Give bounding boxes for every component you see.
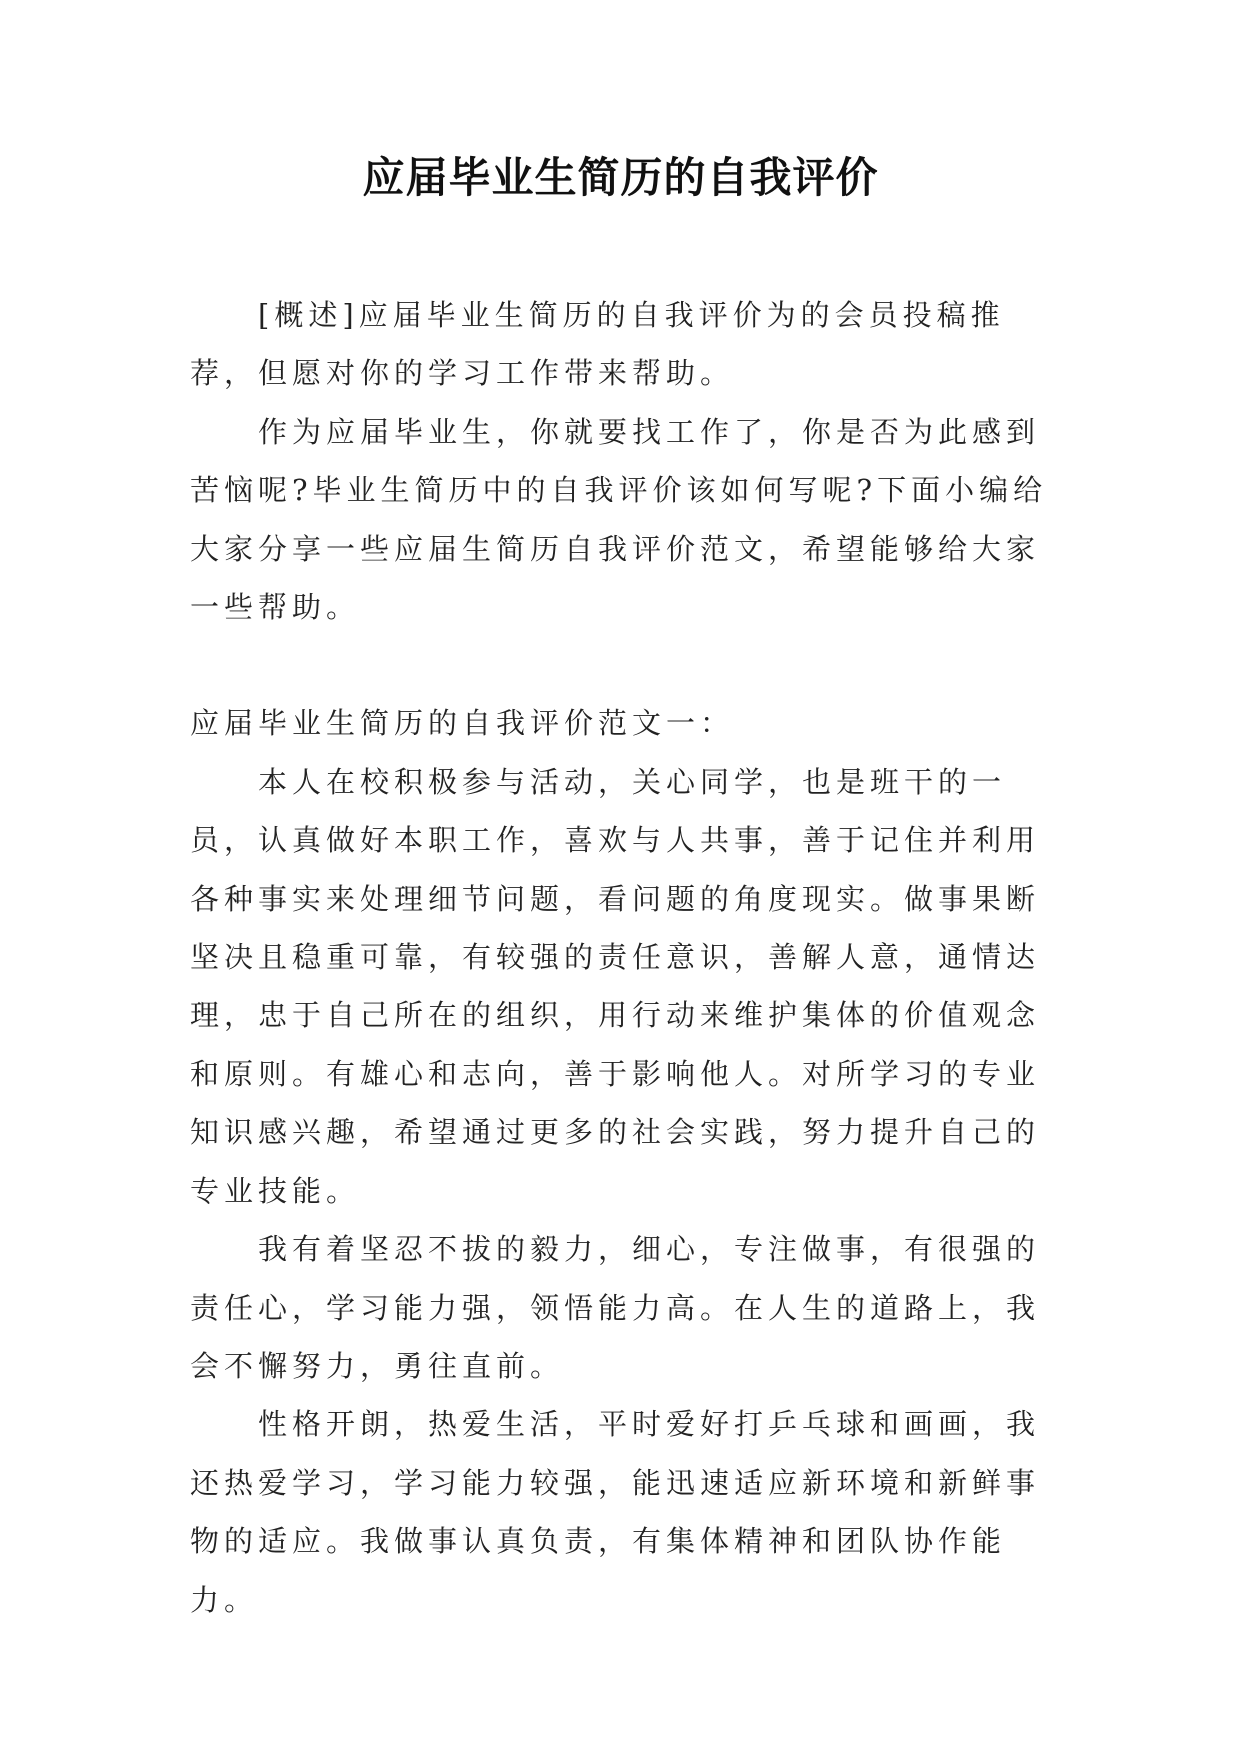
intro-paragraph: [概述]应届毕业生简历的自我评价为的会员投稿推荐，但愿对你的学习工作带来帮助。 [190, 298, 1005, 391]
section-paragraph: 我有着坚忍不拔的毅力，细心，专注做事，有很强的责任心，学习能力强，领悟能力高。在人生的道路上，我会不懈努力，勇往直前。 [190, 1232, 1041, 1383]
section-heading: 应届毕业生简历的自我评价范文一： [190, 706, 735, 741]
paragraph-spacer [190, 636, 1070, 694]
document-title: 应届毕业生简历的自我评价 [362, 153, 879, 202]
document-body [190, 286, 1070, 1629]
section-paragraph: 性格开朗，热爱生活，平时爱好打乒乓球和画画，我还热爱学习，学习能力较强，能迅速适应新环境和新鲜事物的适应。我做事认真负责，有集体精神和团队协作能力。 [190, 1407, 1041, 1617]
section-paragraph: 本人在校积极参与活动，关心同学，也是班干的一员，认真做好本职工作，喜欢与人共事，善于记住并利用各种事实来处理细节问题，看问题的角度现实。做事果断坚决且稳重可靠，有较强的责任意识，善解人意，通情达理，忠于自己所在的组织，用行动来维护集体的价值观念和原则。有雄心和志向，善于影响他人。对所学习的专业知识感兴趣，希望通过更多的社会实践，努力提升自己的专业技能。 [190, 764, 1041, 1208]
intro-paragraph: 作为应届毕业生，你就要找工作了，你是否为此感到苦恼呢?毕业生简历中的自我评价该如何写呢?下面小编给大家分享一些应届生简历自我评价范文，希望能够给大家一些帮助。 [190, 414, 1048, 625]
